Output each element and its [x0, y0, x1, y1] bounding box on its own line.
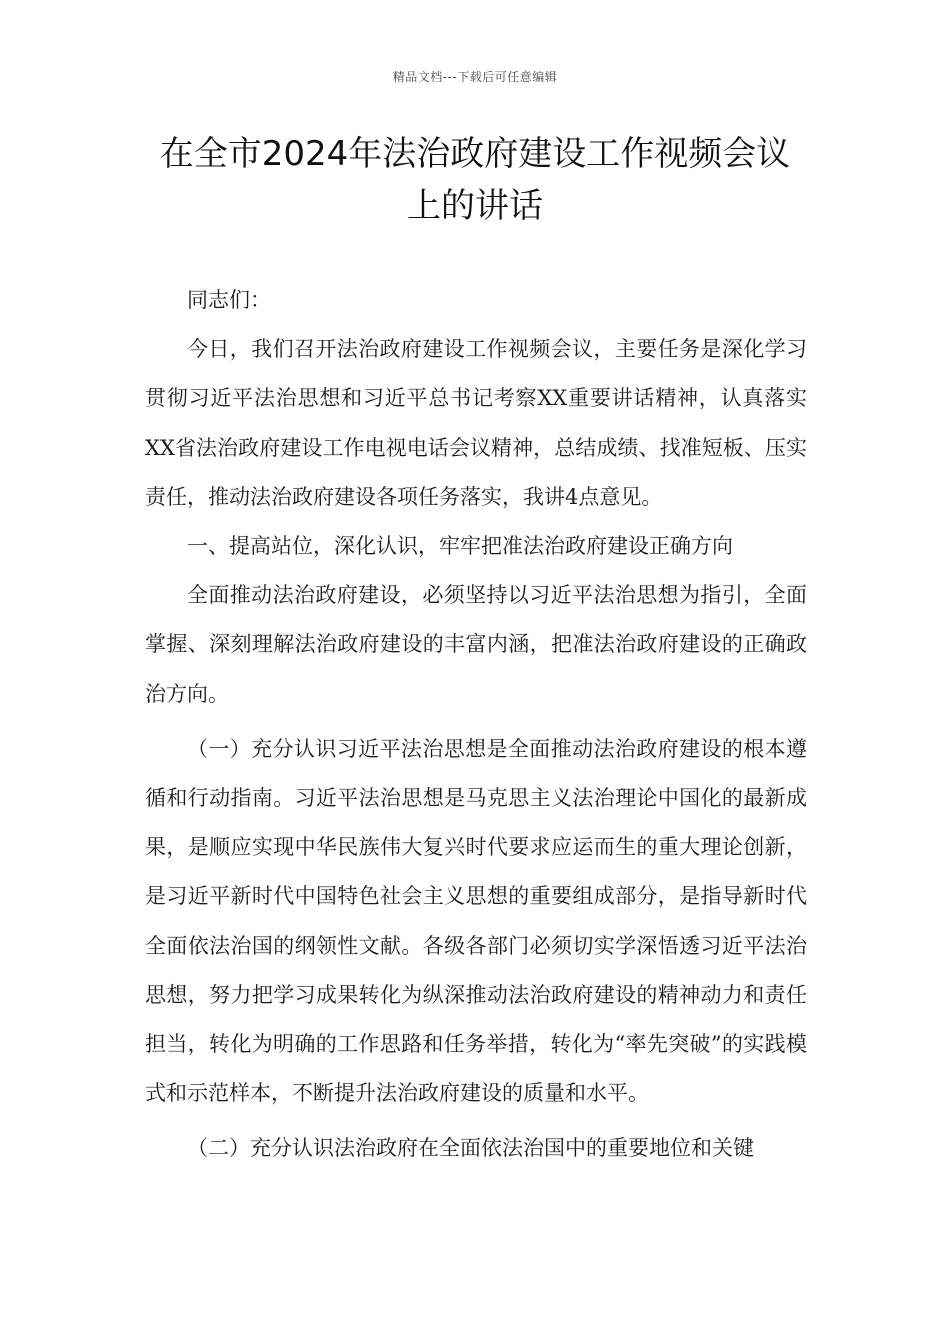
salutation: 同志们： [187, 288, 271, 312]
subsection-1-paragraph: （一）充分认识习近平法治思想是全面推动法治政府建设的根本遵循和行动指南。习近平法治思想是马克思主义法治理论中国化的最新成果，是顺应实现中华民族伟大复兴时代要求应运而生的重大理论创新，是习近平新时代中国特色社会主义思想的重要组成部分，是指导新时代全面依法治国的纲领性文献。各级各部门必须切实学深悟透习近平法治思想，努力把学习成果转化为纵深推动法治政府建设的精神动力和责任担当，转化为明确的工作思路和任务举措，转化为“率先突破”的实践模式和示范样本，不断提升法治政府建设的质量和水平。 [145, 736, 807, 1106]
section-1-paragraph: 全面推动法治政府建设，必须坚持以习近平法治思想为指引，全面掌握、深刻理解法治政府建设的丰富内涵，把准法治政府建设的正确政治方向。 [145, 583, 807, 706]
section-heading-1: 一、提高站位，深化认识，牢牢把准法治政府建设正确方向 [187, 534, 733, 559]
header-note: 精品文档---下载后可任意编辑 [392, 70, 558, 84]
subsection-2-paragraph: （二）充分认识法治政府在全面依法治国中的重要地位和关键 [187, 1136, 754, 1161]
document-title: 在全市2024年法治政府建设工作视频会议上的讲话 [159, 134, 791, 226]
intro-paragraph: 今日，我们召开法治政府建设工作视频会议，主要任务是深化学习贯彻习近平法治思想和习近平总书记考察XX重要讲话精神，认真落实XX省法治政府建设工作电视电话会议精神，总结成绩、找准短板、压实责任，推动法治政府建设各项任务落实，我讲4点意见。 [145, 337, 807, 509]
document-body [145, 276, 807, 1174]
